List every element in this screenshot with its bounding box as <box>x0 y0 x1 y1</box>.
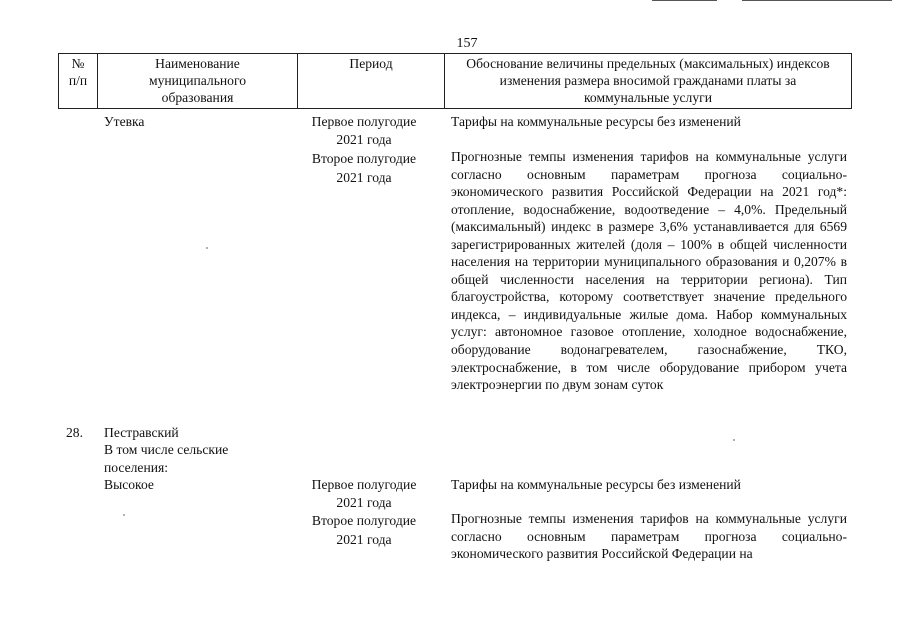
row-utevka-text1: Тарифы на коммунальные ресурсы без изменений <box>451 114 741 129</box>
row-utevka-period2: Второе полугодие 2021 года <box>311 151 417 185</box>
row-28-subtitle: В том числе сельские поселения: <box>104 442 229 475</box>
top-rule-left <box>652 0 717 1</box>
scan-speck <box>733 439 735 441</box>
header-num: № п/п <box>59 54 98 109</box>
row-vysokoe-period1: Первое полугодие 2021 года <box>311 477 417 510</box>
row-vysokoe-text2: Прогнозные темпы изменения тарифов на коммунальные услуги согласно основным параметрам прогноза социально-экономического развития Российской Федерации на <box>451 511 847 562</box>
row-28-name: Пестравский <box>104 425 179 440</box>
header-justification: Обоснование величины предельных (максимальных) индексов изменения размера вносимой гражданами платы за коммунальные услуги <box>445 54 852 109</box>
row-28-number: 28. <box>66 425 83 440</box>
scan-speck <box>123 514 125 516</box>
row-vysokoe-text1: Тарифы на коммунальные ресурсы без изменений <box>451 477 741 492</box>
row-utevka-name: Утевка <box>104 114 145 129</box>
table-header <box>58 53 852 109</box>
row-vysokoe-period2: Второе полугодие 2021 года <box>311 513 417 547</box>
page-number: 157 <box>456 36 478 51</box>
row-utevka-text2: Прогнозные темпы изменения тарифов на коммунальные услуги согласно основным параметрам прогноза социально-экономического развития Российской Федерации на 2021 год*: отопление, водоснабжение, водоотведение – 4,0%. Предельный (максимальный) индекс в размере 3,6% устанавливается для 6569 зарегистрированных жителей (доля – 100% в общей численности населения на территории муниципального образования и 0,207% в общей численности населения на территории региона). Тип благоустройства, которому соответствует значение предельного индекса, – индивидуальные жилые дома. Набор коммунальных услуг: автономное газовое отопление, холодное водоснабжение, оборудование водонагревателем, газоснабжение, ТКО, электроснабжение, в том числе оборудование прибором учета электроэнергии по двум зонам суток <box>451 149 847 393</box>
scan-speck <box>206 247 208 249</box>
top-rule-right <box>742 0 892 1</box>
header-name: Наименование муниципального образования <box>98 54 298 109</box>
row-utevka-period1: Первое полугодие 2021 года <box>311 114 417 147</box>
header-period: Период <box>298 54 445 109</box>
row-vysokoe-name: Высокое <box>104 477 154 492</box>
